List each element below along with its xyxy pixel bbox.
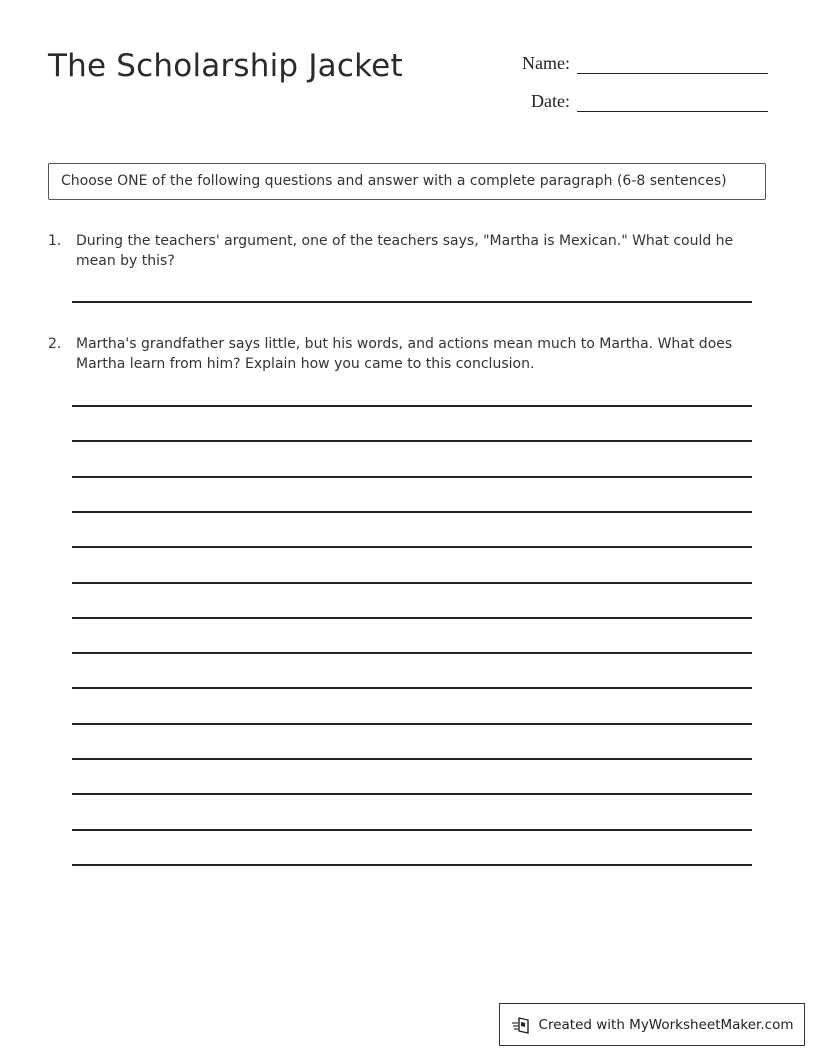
question-1	[48, 231, 770, 271]
name-line	[577, 73, 768, 74]
answer-line	[72, 301, 752, 303]
footer-text: Created with MyWorksheetMaker.com	[538, 1016, 794, 1033]
question-number: 2.	[48, 336, 62, 352]
answer-line	[72, 687, 752, 689]
answer-line	[72, 723, 752, 725]
answer-line	[72, 405, 752, 407]
footer-credit	[499, 1003, 805, 1046]
date-field	[505, 91, 768, 121]
date-label: Date:	[531, 91, 570, 111]
answer-line	[72, 476, 752, 478]
name-label: Name:	[522, 53, 570, 73]
answer-line	[72, 758, 752, 760]
question-number: 1.	[48, 233, 62, 249]
answer-line	[72, 829, 752, 831]
worksheet-title: The Scholarship Jacket	[48, 48, 403, 84]
answer-line	[72, 864, 752, 866]
instructions-box: Choose ONE of the following questions and answer with a complete paragraph (6-8 sentences)	[48, 163, 766, 200]
date-line	[577, 111, 768, 112]
answer-line	[72, 546, 752, 548]
answer-line	[72, 652, 752, 654]
answer-line	[72, 617, 752, 619]
question-text: Martha's grandfather says little, but his words, and actions mean much to Martha. What does Martha learn from him? Explain how you came to this conclusion.	[76, 336, 733, 372]
answer-line	[72, 793, 752, 795]
answer-line	[72, 440, 752, 442]
name-field	[505, 53, 768, 83]
question-2	[48, 334, 770, 374]
answer-line	[72, 511, 752, 513]
myworksheetmaker-logo-icon	[511, 1015, 531, 1035]
question-text: During the teachers' argument, one of the teachers says, "Martha is Mexican." What could he mean by this?	[76, 233, 734, 269]
answer-line	[72, 582, 752, 584]
